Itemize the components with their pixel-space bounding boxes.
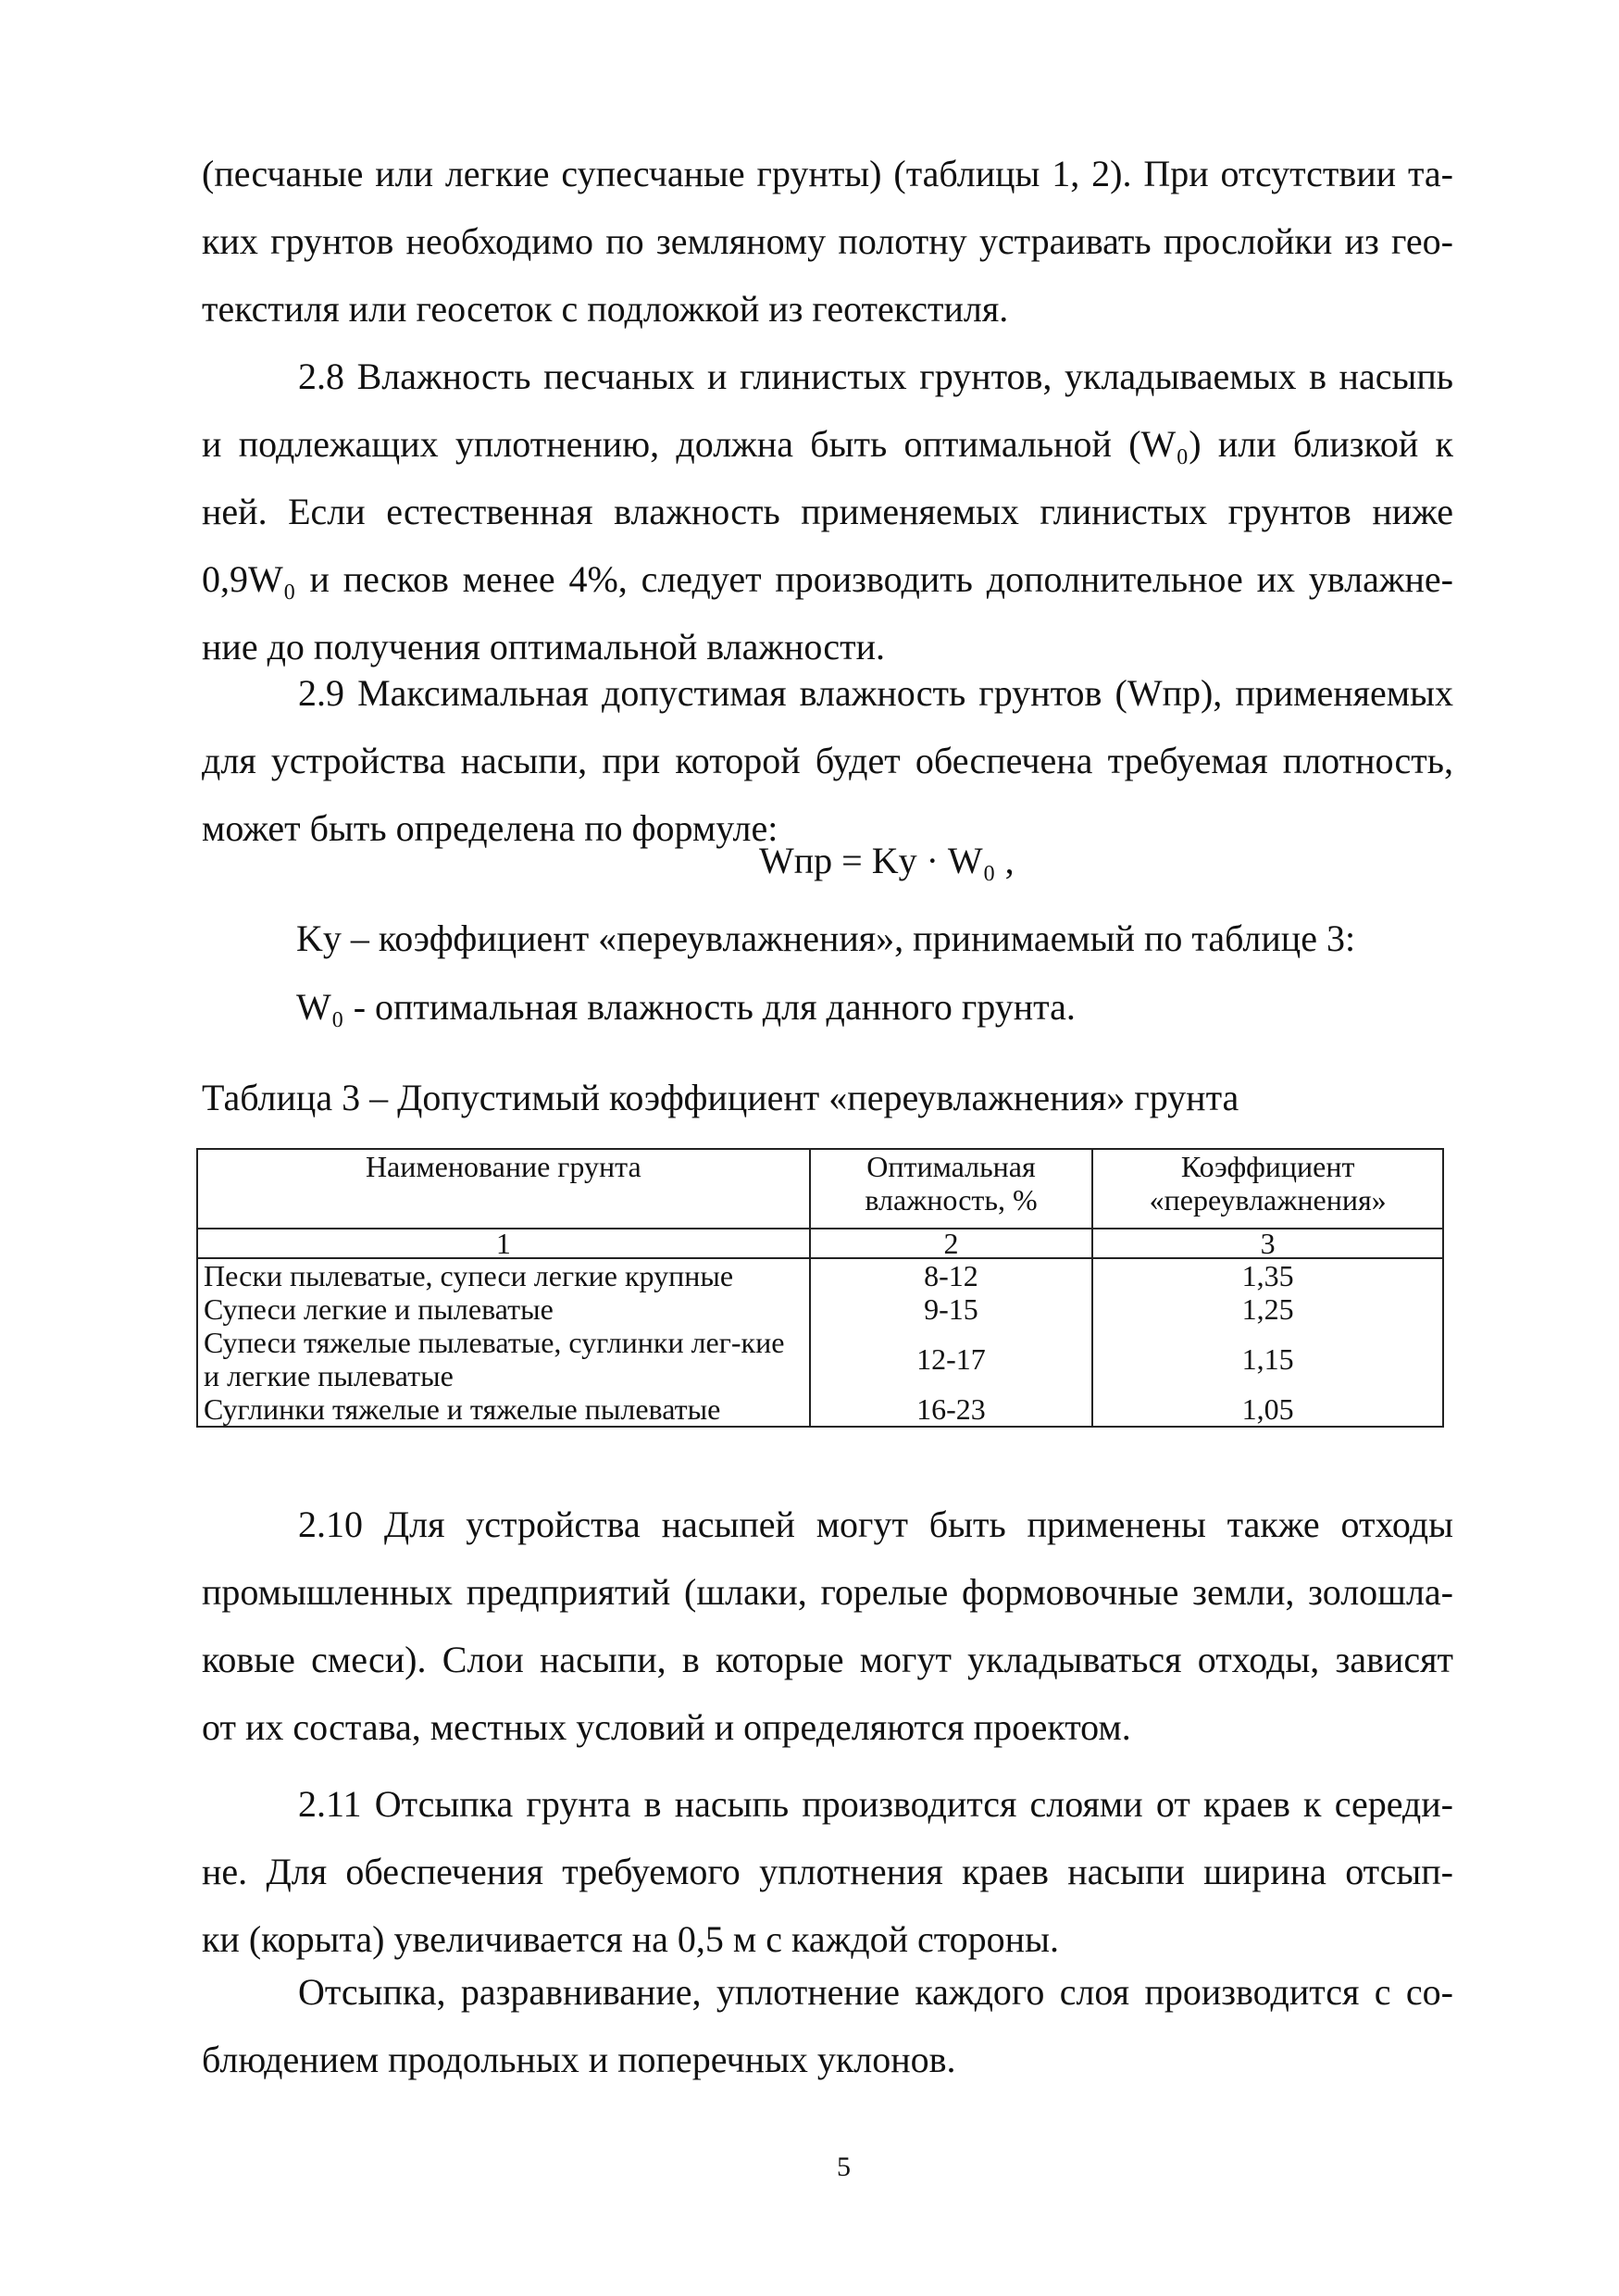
page-number: 5 xyxy=(837,2152,851,2182)
text-line: ких грунтов необходимо по земляному полотну устраивать прослойки из гео- xyxy=(202,220,1453,262)
header-cell: Коэффициент «переувлажнения» xyxy=(1092,1149,1443,1229)
moisture-cell: 12-17 xyxy=(810,1326,1093,1392)
soil-name-cell: Суглинки тяжелые и тяжелые пылеватые xyxy=(197,1392,810,1427)
text-line: 2.9 Максимальная допустимая влажность грунтов (Wпр), применяемых xyxy=(298,672,1453,714)
header-cell: Наименование грунта xyxy=(197,1149,810,1229)
moisture-cell: 9-15 xyxy=(810,1292,1093,1326)
soil-name-cell: Супеси тяжелые пылеватые, суглинки лег-кие и легкие пылеватые xyxy=(197,1326,810,1392)
text-line: ковые смеси). Слои насыпи, в которые могут укладываться отходы, зависят xyxy=(202,1639,1453,1680)
coefficient-cell: 1,15 xyxy=(1092,1326,1443,1392)
text-line: 2.11 Отсыпка грунта в насыпь производится слоями от краев к середи- xyxy=(298,1783,1453,1825)
paragraph-intro xyxy=(202,140,1453,343)
table-row xyxy=(197,1326,1443,1392)
table-row xyxy=(197,1292,1443,1326)
text-line: и подлежащих уплотнению, должна быть оптимальной (W₀) или близкой к xyxy=(202,423,1453,465)
text-line: (песчаные или легкие супесчаные грунты) (таблицы 1, 2). При отсутствии та- xyxy=(202,153,1453,194)
definition-w0: W₀ - оптимальная влажность для данного грунта. xyxy=(296,986,1076,1028)
soil-name-cell: Пески пылеватые, супеси легкие крупные xyxy=(197,1258,810,1292)
column-number: 2 xyxy=(810,1229,1093,1258)
paragraph-final xyxy=(202,1958,1453,2093)
table-row xyxy=(197,1392,1443,1427)
header-cell: Оптимальная влажность, % xyxy=(810,1149,1093,1229)
text-line: может быть определена по формуле: xyxy=(202,807,778,849)
table-caption: Таблица 3 – Допустимый коэффициент «переувлажнения» грунта xyxy=(202,1077,1239,1118)
text-line: Отсыпка, разравнивание, уплотнение каждого слоя производится с со- xyxy=(298,1971,1453,2013)
coefficient-cell: 1,05 xyxy=(1092,1392,1443,1427)
moisture-cell: 16-23 xyxy=(810,1392,1093,1427)
text-line: от их состава, местных условий и определяются проектом. xyxy=(202,1706,1131,1748)
text-line: промышленных предприятий (шлаки, горелые формовочные земли, золошла- xyxy=(202,1571,1453,1613)
text-line: 2.8 Влажность песчаных и глинистых грунтов, укладываемых в насыпь xyxy=(298,356,1453,397)
paragraph-2-11 xyxy=(202,1770,1453,1973)
coefficient-cell: 1,25 xyxy=(1092,1292,1443,1326)
table-row xyxy=(197,1258,1443,1292)
table-header-row xyxy=(197,1149,1443,1229)
soil-coefficient-table xyxy=(196,1148,1444,1428)
text-line: для устройства насыпи, при которой будет обеспечена требуемая плотность, xyxy=(202,740,1453,781)
text-line: ние до получения оптимальной влажности. xyxy=(202,626,886,668)
text-line: 2.10 Для устройства насыпей могут быть применены также отходы xyxy=(298,1504,1453,1545)
text-line: блюдением продольных и поперечных уклонов. xyxy=(202,2039,956,2080)
moisture-cell: 8-12 xyxy=(810,1258,1093,1292)
soil-name-cell: Супеси легкие и пылеватые xyxy=(197,1292,810,1326)
paragraph-2-8 xyxy=(202,343,1453,680)
paragraph-2-9 xyxy=(202,659,1453,862)
text-line: 0,9W₀ и песков менее 4%, следует производить дополнительное их увлажне- xyxy=(202,558,1453,600)
text-line: не. Для обеспечения требуемого уплотнения краев насыпи ширина отсып- xyxy=(202,1851,1453,1892)
column-number: 3 xyxy=(1092,1229,1443,1258)
text-line: текстиля или геосеток с подложкой из геотекстиля. xyxy=(202,288,1009,330)
definition-ky: Kу – коэффициент «переувлажнения», принимаемый по таблице 3: xyxy=(296,917,1356,959)
text-line: ки (корыта) увеличивается на 0,5 м с каждой стороны. xyxy=(202,1918,1059,1960)
table-number-row xyxy=(197,1229,1443,1258)
column-number: 1 xyxy=(197,1229,810,1258)
paragraph-2-10 xyxy=(202,1491,1453,1761)
coefficient-cell: 1,35 xyxy=(1092,1258,1443,1292)
formula: Wпр = Kу · W₀ , xyxy=(759,840,1015,881)
text-line: ней. Если естественная влажность применяемых глинистых грунтов ниже xyxy=(202,491,1453,532)
